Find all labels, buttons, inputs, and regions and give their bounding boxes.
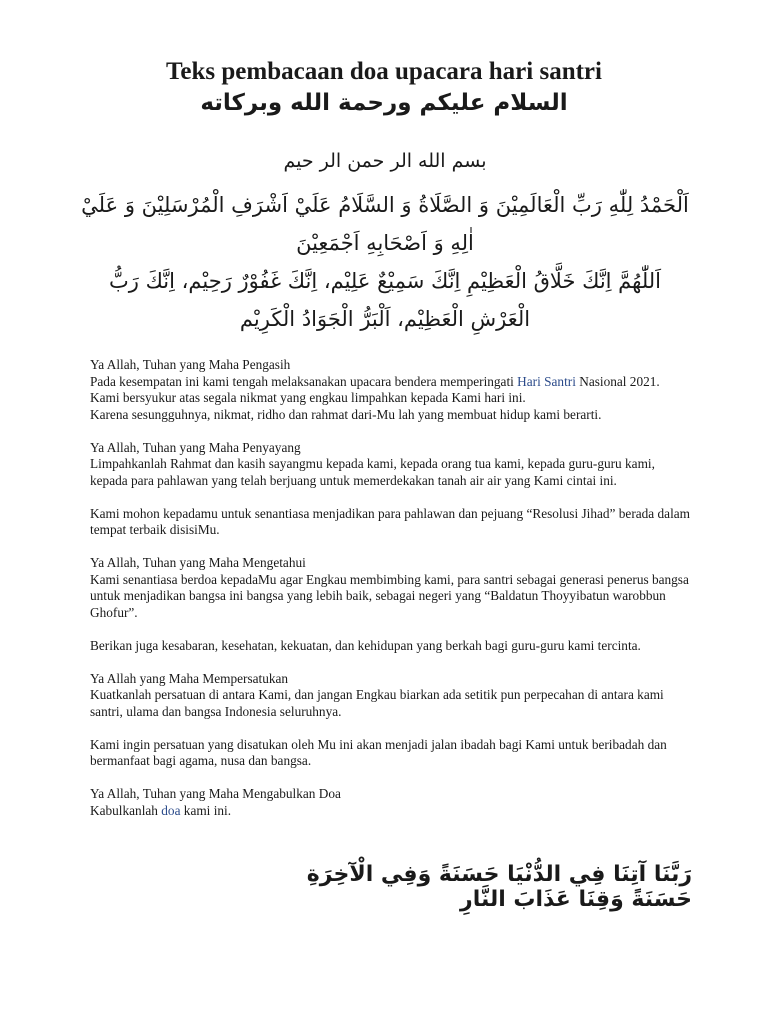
document-body [90,357,690,836]
doa-link[interactable]: doa [161,802,181,818]
text-span: Pada kesempatan ini kami tengah melaksanakan upacara bendera memperingati [90,373,518,389]
paragraph-heading: Ya Allah yang Maha Mempersatukan [90,670,289,686]
paragraph-text: Karena sesungguhnya, nikmat, ridho dan rahmat dari-Mu lah yang membuat hidup kami berarti. [90,406,602,422]
paragraph-mengabulkan [90,786,690,819]
paragraph-resolusi-jihad [90,506,690,539]
arabic-salam: السلام عليكم ورحمة الله وبركاته [200,90,568,116]
paragraph-text: Kami ingin persatuan yang disatukan oleh Mu ini akan menjadi jalan ibadah bagi Kami untuk beribadah dan bermanfaat bagi agama, nusa dan bangsa. [90,736,667,768]
paragraph-mengetahui [90,555,690,621]
paragraph-heading: Ya Allah, Tuhan yang Maha Mengetahui [90,555,306,570]
text-span: Kabulkanlah [90,802,162,818]
arabic-hamdalah: اَلْحَمْدُ لِلّٰهِ رَبِّ الْعَالَمِيْنَ وَ الصَّلَاةُ وَ السَّلَامُ عَلَيْ اَشْرَفِ الْمُرْسَلِيْنَ وَ عَلَيْ اٰلِهِ وَ اَصْحَابِهِ اَجْمَعِيْنَ [81,193,689,255]
paragraph-kesabaran [90,638,690,655]
paragraph-text: Limpahkanlah Rahmat dan kasih sayangmu kepada kami, kepada orang tua kami, kepada guru-guru kami, kepada para pahlawan yang telah berjuang untuk memerdekakan tanah air air yang Kami cintai ini. [90,456,655,488]
paragraph-heading: Ya Allah, Tuhan yang Maha Penyayang [90,439,301,455]
paragraph-text [90,803,690,820]
document-title: Teks pembacaan doa upacara hari santri [166,58,602,85]
paragraph-text [90,374,690,391]
text-span: kami ini. [180,802,232,818]
paragraph-text: Kami bersyukur atas segala nikmat yang engkau limpahkan kepada Kami hari ini. [90,390,526,405]
paragraph-heading: Ya Allah, Tuhan yang Maha Pengasih [90,357,291,372]
arabic-basmalah: بسم الله الر حمن الر حيم [283,150,487,172]
text-span: Nasional 2021. [575,373,660,389]
arabic-closing-doa: رَبَّنَا آتِنَا فِي الدُّنْيَا حَسَنَةً وَفِي الْآخِرَةِ حَسَنَةً وَقِنَا عَذَابَ النَّارِ [306,862,692,912]
paragraph-heading: Ya Allah, Tuhan yang Maha Mengabulkan Doa [90,786,341,801]
paragraph-text: Kami mohon kepadamu untuk senantiasa menjadikan para pahlawan dan pejuang “Resolusi Jihad” berada dalam tempat terbaik disisiMu. [90,505,691,537]
paragraph-mempersatukan [90,671,690,721]
hari-santri-link[interactable]: Hari Santri [517,373,576,389]
paragraph-persatuan [90,737,690,770]
paragraph-penyayang [90,440,690,490]
paragraph-text: Kami senantiasa berdoa kepadaMu agar Engkau membimbing kami, para santri sebagai generasi penerus bangsa untuk menjadikan bangsa ini bangsa yang lebih baik, sebagai negeri yang “Baldatun Thoyyibatun warobbun Ghofur”. [90,571,689,620]
arabic-doa-intro: اَللّٰهُمَّ اِنَّكَ خَلَّاقُ الْعَظِيْمِ اِنَّكَ سَمِيْعٌ عَلِيْم، اِنَّكَ غَفُوْرٌ رَحِيْم، اِنَّكَ رَبُّ الْعَرْشِ الْعَظِيْم، اَلْبَرُّ الْجَوَادُ الْكَرِيْم [108,269,662,331]
paragraph-pengasih [90,357,690,423]
paragraph-text: Kuatkanlah persatuan di antara Kami, dan jangan Engkau biarkan ada setitik pun perpecahan di antara kami santri, ulama dan bangsa Indonesia seluruhnya. [90,687,664,719]
paragraph-text: Berikan juga kesabaran, kesehatan, kekuatan, dan kehidupan yang berkah bagi guru-guru kami tercinta. [90,637,641,653]
